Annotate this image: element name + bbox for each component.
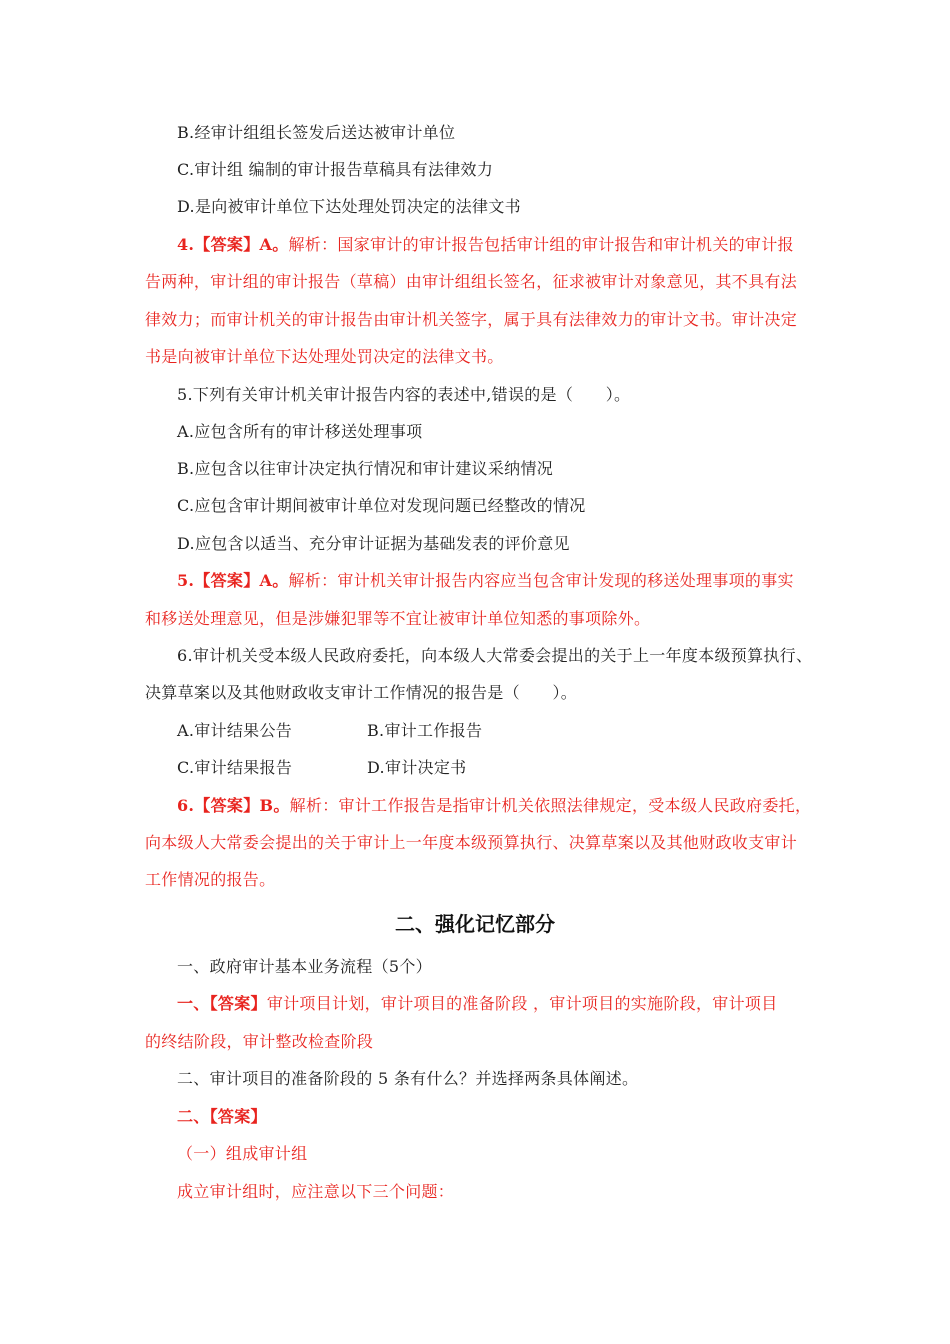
q5-option-a: A.应包含所有的审计移送处理事项	[177, 422, 423, 441]
answer-4-line2: 告两种，审计组的审计报告（草稿）由审计组组长签名，征求被审计对象意见，其不具有法	[145, 272, 798, 291]
question-5-stem: 5.下列有关审计机关审计报告内容的表述中,错误的是（ ）。	[177, 385, 631, 404]
memory-answer-1-line1	[177, 993, 778, 1015]
answer-6-prefix: 6.【答案】B。	[177, 796, 290, 815]
answer-6-line2: 向本级人大常委会提出的关于审计上一年度本级预算执行、决算草案以及其他财政收支审计	[145, 833, 798, 852]
memory-question-2: 二、审计项目的准备阶段的 5 条有什么？并选择两条具体阐述。	[177, 1069, 639, 1088]
answer-5-line1	[177, 570, 794, 592]
memory-answer-1-prefix: 一、【答案】	[177, 994, 267, 1013]
question-6-line2: 决算草案以及其他财政收支审计工作情况的报告是（ ）。	[145, 683, 578, 702]
answer-5-text: 解析：审计机关审计报告内容应当包含审计发现的移送处理事项的事实	[288, 571, 794, 590]
answer-5-line2: 和移送处理意见，但是涉嫌犯罪等不宜让被审计单位知悉的事项除外。	[145, 609, 651, 628]
memory-answer-2-prefix: 二、【答案】	[177, 1107, 267, 1126]
answer-4-line3: 律效力；而审计机关的审计报告由审计机关签字，属于具有法律效力的审计文书。审计决定	[145, 310, 798, 329]
q3-option-b: B.经审计组组长签发后送达被审计单位	[177, 123, 456, 142]
memory-question-1: 一、政府审计基本业务流程（5个）	[177, 957, 432, 976]
section-title: 二、强化记忆部分	[395, 912, 555, 936]
q6-option-d: D.审计决定书	[367, 758, 467, 777]
q3-option-c: C.审计组 编制的审计报告草稿具有法律效力	[177, 160, 494, 179]
q5-option-c: C.应包含审计期间被审计单位对发现问题已经整改的情况	[177, 496, 586, 515]
answer-4-prefix: 4.【答案】A。	[177, 235, 289, 254]
q6-option-b: B.审计工作报告	[367, 721, 483, 740]
q3-option-d: D.是向被审计单位下达处理处罚决定的法律文书	[177, 197, 521, 216]
memory-answer-1-line2: 的终结阶段，审计整改检查阶段	[145, 1032, 374, 1051]
question-6-line1: 6.审计机关受本级人民政府委托，向本级人大常委会提出的关于上一年度本级预算执行、	[177, 646, 813, 665]
answer-6-line3: 工作情况的报告。	[145, 870, 276, 889]
memory-answer-2-text: 成立审计组时，应注意以下三个问题：	[177, 1182, 455, 1201]
q6-options-row1	[177, 720, 292, 742]
memory-answer-2-subheading: （一）组成审计组	[177, 1144, 308, 1163]
answer-4-text: 解析：国家审计的审计报告包括审计组的审计报告和审计机关的审计报	[288, 235, 794, 254]
answer-4-line1	[177, 234, 794, 256]
answer-6-text: 解析：审计工作报告是指审计机关依照法律规定，受本级人民政府委托，	[289, 796, 812, 815]
answer-5-prefix: 5.【答案】A。	[177, 571, 289, 590]
answer-6-line1	[177, 795, 811, 817]
q6-options-row2	[177, 757, 292, 779]
q6-option-a: A.审计结果公告	[177, 721, 293, 740]
q6-option-c: C.审计结果报告	[177, 758, 293, 777]
q5-option-d: D.应包含以适当、充分审计证据为基础发表的评价意见	[177, 534, 570, 553]
answer-4-line4: 书是向被审计单位下达处理处罚决定的法律文书。	[145, 347, 504, 366]
memory-answer-1-text: 审计项目计划，审计项目的准备阶段 ，审计项目的实施阶段，审计项目	[266, 994, 778, 1013]
q5-option-b: B.应包含以往审计决定执行情况和审计建议采纳情况	[177, 459, 554, 478]
